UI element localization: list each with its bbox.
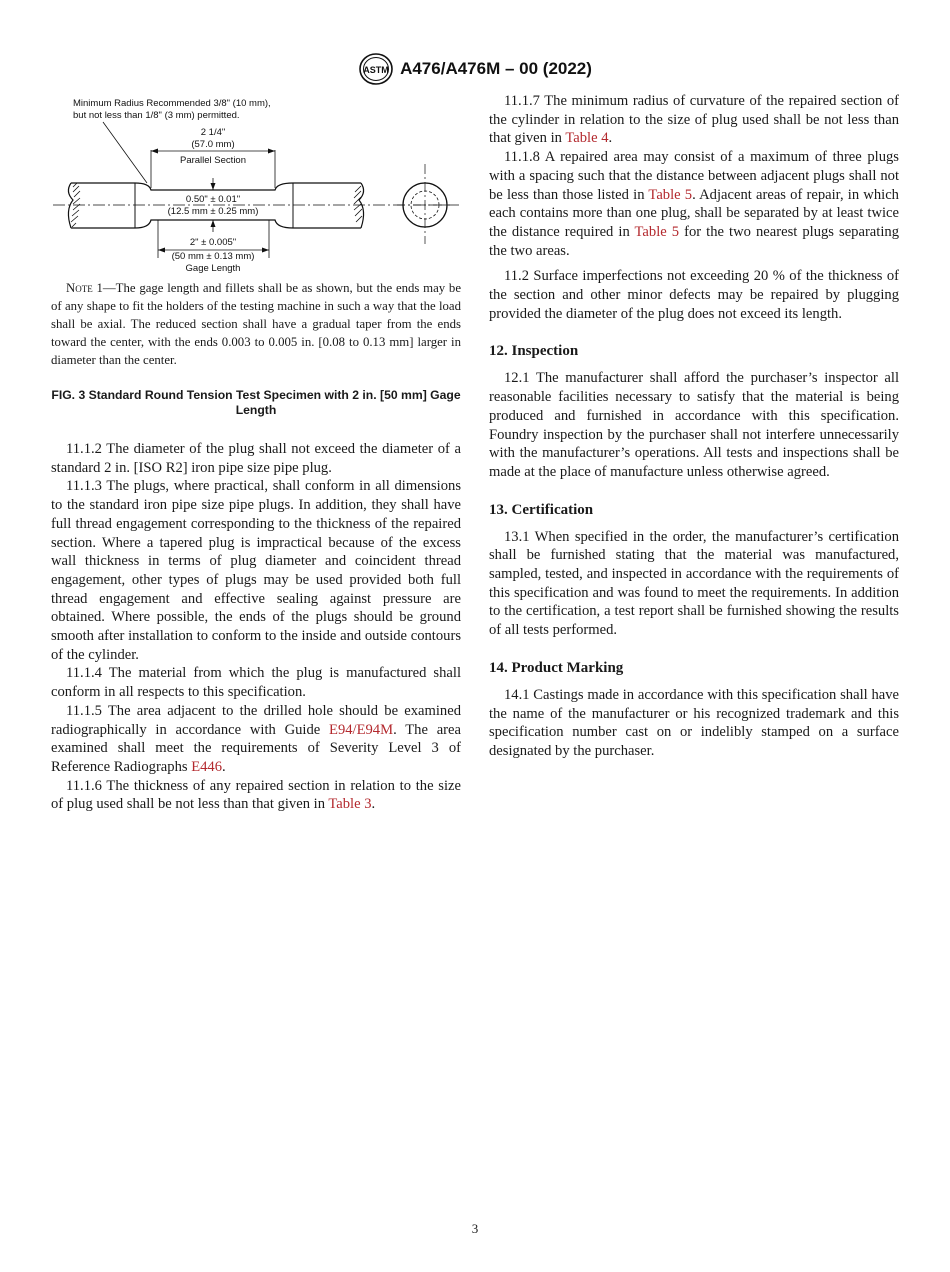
ref-table-3[interactable]: Table 3 <box>328 796 372 813</box>
ref-e94[interactable]: E94/E94M <box>329 721 394 738</box>
ref-table-4[interactable]: Table 4 <box>565 130 609 147</box>
gage-length-metric: (50 mm ± 0.13 mm) <box>171 251 255 262</box>
paragraph-14-1: 14.1 Castings made in accordance with this specification shall have the name of the manufacturer or his recognized trademark and this specification number cast on or indelibly stamped on a surface designated by the purchaser. <box>489 686 899 759</box>
ref-table-5[interactable]: Table 5 <box>648 186 693 203</box>
radius-leader-line <box>103 122 147 183</box>
ref-table-5-second[interactable]: Table 5 <box>634 223 680 240</box>
diameter-metric: (12.5 mm ± 0.25 mm) <box>167 206 259 217</box>
svg-text:ASTM: ASTM <box>363 65 389 75</box>
paragraph-11-1-5: 11.1.5 The area adjacent to the drilled hole should be examined radiographically in accordance with Guide E94/E94M. The area examined shall meet the requirements of Severity Level 3 of Reference Radiographs E446. <box>51 702 461 775</box>
specimen-bottom-edge <box>71 220 361 228</box>
radius-note-line1: Minimum Radius Recommended 3/8" (10 mm), <box>73 98 271 109</box>
figure-note <box>51 279 461 369</box>
note-text: 1—The gage length and fillets shall be as shown, but the ends may be of any shape to fit the holders of the testing machine in such a way that the load shall be axial. The reduced section shall have a gradual taper from the ends toward the center, with the ends 0.003 to 0.005 in. [0.08 to 0.13 mm] larger in diameter than the center. <box>51 281 461 367</box>
radius-note-line2: but not less than 1/8" (3 mm) permitted. <box>73 110 240 121</box>
tension-specimen-figure <box>51 92 461 277</box>
page-header <box>0 52 950 86</box>
specimen-drawing <box>51 92 461 277</box>
paragraph-13-1: 13.1 When specified in the order, the manufacturer’s certification shall be furnished stating that the material was manufactured, sampled, tested, and inspected in accordance with the requirements of this specification and was found to meet the requirements. In addition to the certification, a test report shall be furnished showing the results of all tests performed. <box>489 528 899 639</box>
left-column <box>51 92 461 814</box>
section-heading-product-marking: 14. Product Marking <box>489 659 624 676</box>
paragraph-11-2: 11.2 Surface imperfections not exceeding 20 % of the thickness of the section and other minor defects may be repaired by plugging provided the diameter of the plug does not exceed its length. <box>489 268 899 322</box>
parallel-length-metric: (57.0 mm) <box>191 139 235 150</box>
paragraph-11-1-3: 11.1.3 The plugs, where practical, shall conform in all dimensions to the standard iron pipe size pipe plugs. In addition, they shall have full thread engagement corresponding to the thickness of the repaired section. Where a tapered plug is impractical because of the excess wall thickness in terms of plug diameter and coincident thread engagement, other types of plugs may be used provided both full thread engagement and effective sealing against pressure are obtained. Where possible, the ends of the plugs should be ground smooth after installation to conform to the inside and outside contours of the cylinder. <box>51 478 461 663</box>
paragraph-11-1-2: 11.1.2 The diameter of the plug shall not exceed the diameter of a standard 2 in. [ISO R2] iron pipe size pipe plug. <box>51 441 461 476</box>
astm-logo <box>358 52 394 86</box>
diameter-label: 0.50" ± 0.01" <box>185 194 241 205</box>
specimen-top-edge <box>71 183 361 190</box>
section-heading-certification: 13. Certification <box>489 501 594 518</box>
gage-length-label: 2" ± 0.005" <box>189 237 237 248</box>
figure-caption: FIG. 3 Standard Round Tension Test Specimen with 2 in. [50 mm] Gage Length <box>51 388 461 417</box>
paragraph-11-1-7: 11.1.7 The minimum radius of curvature of the repaired section of the cylinder in relation to the size of plug used shall be not less than that given in Table 4. <box>489 93 899 147</box>
standard-designation: A476/A476M – 00 (2022) <box>400 59 592 78</box>
paragraph-12-1: 12.1 The manufacturer shall afford the purchaser’s inspector all reasonable facilities necessary to satisfy that the material is being produced and furnished in accordance with this specification. Foundry inspection by the purchaser shall not interfere unnecessarily with the manufacturer’s operations. All tests and inspections shall be made at the place of manufacture unless otherwise agreed. <box>489 370 899 480</box>
parallel-length: 2 1/4" <box>200 127 226 138</box>
paragraph-11-1-8: 11.1.8 A repaired area may consist of a maximum of three plugs with a spacing such that the distance between adjacent plugs shall not be less than those listed in Table 5. Adjacent areas of repair, in which each contains more than one plug, shall be separated by at least twice the distance required in Table 5 for the two nearest plugs separating the two areas. <box>489 149 899 259</box>
note-label: Note <box>66 281 93 295</box>
ref-e446[interactable]: E446 <box>191 758 223 775</box>
right-column <box>489 92 899 761</box>
parallel-label: Parallel Section <box>179 155 247 166</box>
paragraph-11-1-4: 11.1.4 The material from which the plug is manufactured shall conform in all respects to this specification. <box>51 665 461 701</box>
paragraph-11-1-6: 11.1.6 The thickness of any repaired section in relation to the size of plug used shall be not less than that given in Table 3. <box>51 777 461 813</box>
page-number: 3 <box>471 1221 479 1236</box>
section-heading-inspection: 12. Inspection <box>489 343 579 360</box>
gage-label: Gage Length <box>185 263 241 274</box>
